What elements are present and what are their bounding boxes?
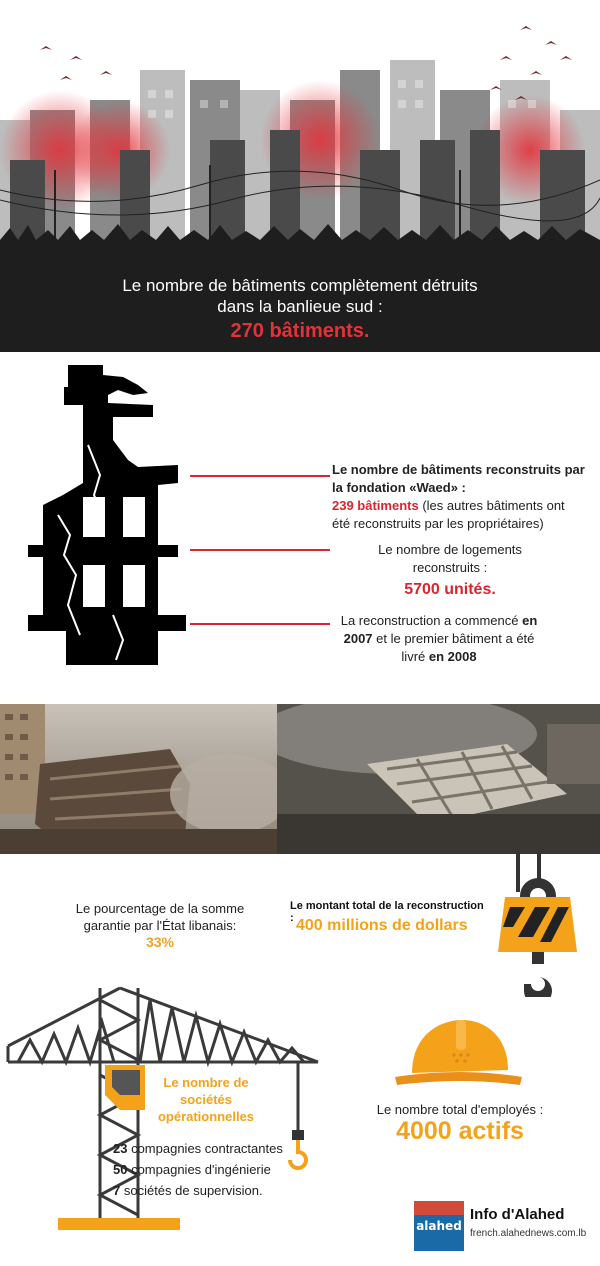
stat-societes-title2: sociétés (179, 1092, 233, 1107)
fact-logements (340, 541, 560, 599)
fact-logements-line2: reconstruits : (412, 560, 488, 575)
fact-waed-note2: été reconstruits par les propriétaires) (332, 516, 544, 531)
stat-employes-value: 4000 actifs (396, 1117, 524, 1145)
company-label-3: sociétés de supervision. (120, 1183, 263, 1198)
stat-pourcentage-line2: garantie par l'État libanais: (83, 918, 237, 933)
fact-waed-value: 239 bâtiments (332, 498, 419, 513)
footer-brand: Info d'Alahed (470, 1206, 565, 1223)
destroyed-city-illustration (0, 0, 600, 268)
crane-hook-illustration (495, 852, 585, 997)
company-label-1: compagnies contractantes (127, 1141, 283, 1156)
stat-employes-label: Le nombre total d'employés : (376, 1102, 544, 1117)
hero-line-1: Le nombre de bâtiments complètement détruits (122, 276, 478, 295)
hero-skyline (0, 0, 600, 268)
footer-url[interactable]: french.alahednews.com.lb (470, 1228, 587, 1239)
fact-reconstruction-year2: en 2008 (428, 649, 477, 664)
fact-logements-value: 5700 unités. (404, 581, 496, 598)
fact-waed (332, 461, 594, 533)
logo-banner (414, 1201, 464, 1215)
fact-reconstruction-year1b: 2007 (343, 631, 373, 646)
fact-waed-line2: la fondation «Waed» : (332, 480, 466, 495)
connector-line-1 (190, 475, 330, 477)
stat-societes-title (146, 1074, 266, 1125)
broken-building-icon (28, 365, 198, 670)
stat-montant-label: Le montant total de la reconstruction : (290, 900, 484, 924)
stat-societes-title3: opérationnelles (157, 1109, 255, 1124)
company-row-3 (113, 1183, 263, 1198)
connector-line-3 (190, 623, 330, 625)
stat-montant-value: 400 millions de dollars (296, 917, 468, 934)
fact-reconstruction-text3: livré (401, 649, 429, 664)
fact-reconstruction-year1: en (522, 613, 538, 628)
fact-waed-note1: (les autres bâtiments ont (418, 498, 565, 513)
alahed-logo[interactable] (414, 1201, 464, 1251)
hard-hat-illustration (390, 1015, 525, 1090)
collapsed-building-photo (0, 704, 277, 854)
fact-reconstruction (334, 612, 544, 666)
hero-caption-band (0, 268, 600, 352)
crane-hook-icon (495, 852, 585, 997)
logo-text: alahed (416, 1219, 462, 1233)
hard-hat-icon (390, 1015, 525, 1090)
stat-pourcentage-value: 33% (145, 934, 175, 950)
photo-aerial-ruins (277, 704, 600, 854)
stat-pourcentage (72, 900, 248, 951)
hero-line-2: dans la banlieue sud : (217, 297, 383, 316)
fact-reconstruction-text2: et le premier bâtiment a été (372, 631, 535, 646)
company-row-1 (113, 1141, 283, 1156)
stat-pourcentage-line1: Le pourcentage de la somme (75, 901, 245, 916)
connector-line-2 (190, 549, 330, 551)
broken-building-illustration (28, 365, 198, 670)
company-count-2: 50 (113, 1162, 128, 1177)
stat-societes-title1: Le nombre de (163, 1075, 249, 1090)
hero-value: 270 bâtiments. (230, 320, 370, 342)
company-row-2 (113, 1162, 271, 1177)
company-label-2: compagnies d'ingénierie (127, 1162, 271, 1177)
fact-logements-line1: Le nombre de logements (378, 542, 522, 557)
photo-collapsed-building (0, 704, 277, 854)
fact-reconstruction-text1: La reconstruction a commencé (340, 613, 523, 628)
company-count-1: 23 (113, 1141, 128, 1156)
aerial-ruins-photo (277, 704, 600, 854)
fact-waed-line1: Le nombre de bâtiments reconstruits par (332, 462, 585, 477)
company-count-3: 7 (113, 1183, 121, 1198)
